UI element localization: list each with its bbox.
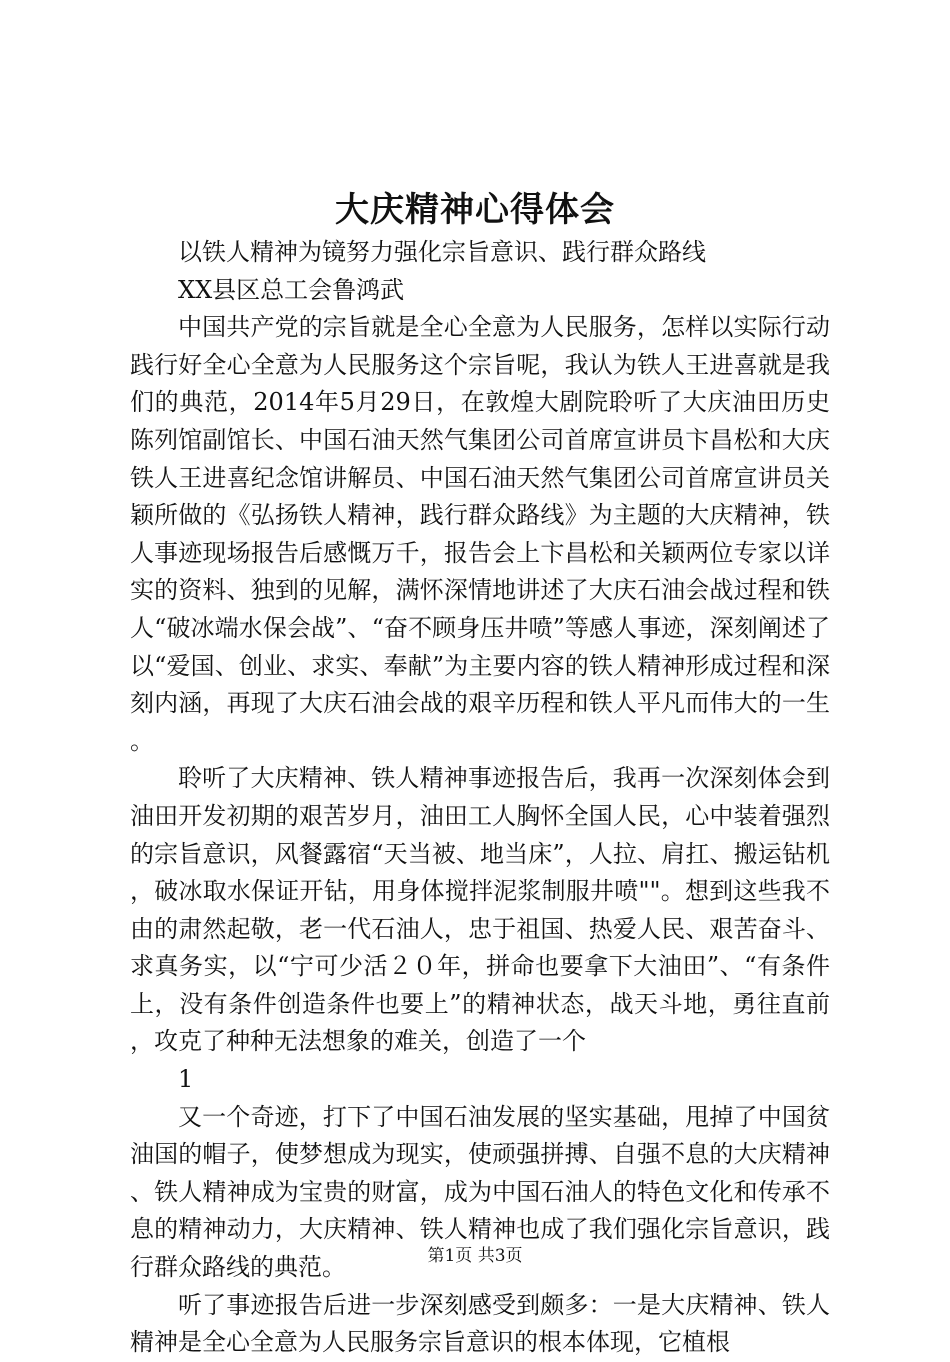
body-paragraph-2: 聆听了大庆精神、铁人精神事迹报告后，我再一次深刻体会到油田开发初期的艰苦岁月，油田工人胸怀全国人民，心中装着强烈的宗旨意识，风餐露宿“天当被、地当床”，人拉、肩扛、搬运钻机，破冰取水保证开钻，用身体搅拌泥浆制服井喷""。想到这些我不由的肃然起敬，老一代石油人，忠于祖国、热爱人民、艰苦奋斗、求真务实，以“宁可少活２０年，拼命也要拿下大油田”、“有条件上，没有条件创造条件也要上”的精神状态，战天斗地，勇往直前，攻克了种种无法想象的难关，创造了一个 [130,764,830,1056]
document-body [130,234,830,1362]
body-paragraph-3: 又一个奇迹，打下了中国石油发展的坚实基础，甩掉了中国贫油国的帽子，使梦想成为现实，使顽强拼搏、自强不息的大庆精神、铁人精神成为宝贵的财富，成为中国石油人的特色文化和传承不息的精神动力，大庆精神、铁人精神也成了我们强化宗旨意识，践行群众路线的典范。 [130,1102,830,1282]
document-author: XX县区总工会鲁鸿武 [178,275,405,304]
body-paragraph-4: 听了事迹报告后进一步深刻感受到颇多：一是大庆精神、铁人精神是全心全意为人民服务宗旨意识的根本体现，它植根 [130,1290,830,1357]
page-footer: 第1页 共3页 [427,1246,523,1266]
document-title: 大庆精神心得体会 [335,190,615,230]
page-marker: 1 [178,1065,194,1094]
body-paragraph-1: 中国共产党的宗旨就是全心全意为人民服务，怎样以实际行动践行好全心全意为人民服务这个宗旨呢，我认为铁人王进喜就是我们的典范，2014年5月29日，在敦煌大剧院聆听了大庆油田历史陈列馆副馆长、中国石油天然气集团公司首席宣讲员卞昌松和大庆铁人王进喜纪念馆讲解员、中国石油天然气集团公司首席宣讲员关颖所做的《弘扬铁人精神，践行群众路线》为主题的大庆精神，铁人事迹现场报告后感慨万千，报告会上卞昌松和关颖两位专家以详实的资料、独到的见解，满怀深情地讲述了大庆石油会战过程和铁人“破冰端水保会战”、“奋不顾身压井喷”等感人事迹，深刻阐述了以“爱国、创业、求实、奉献”为主要内容的铁人精神形成过程和深刻内涵，再现了大庆石油会战的艰辛历程和铁人平凡而伟大的一生。 [130,313,830,755]
document-subtitle: 以铁人精神为镜努力强化宗旨意识、践行群众路线 [178,238,706,266]
